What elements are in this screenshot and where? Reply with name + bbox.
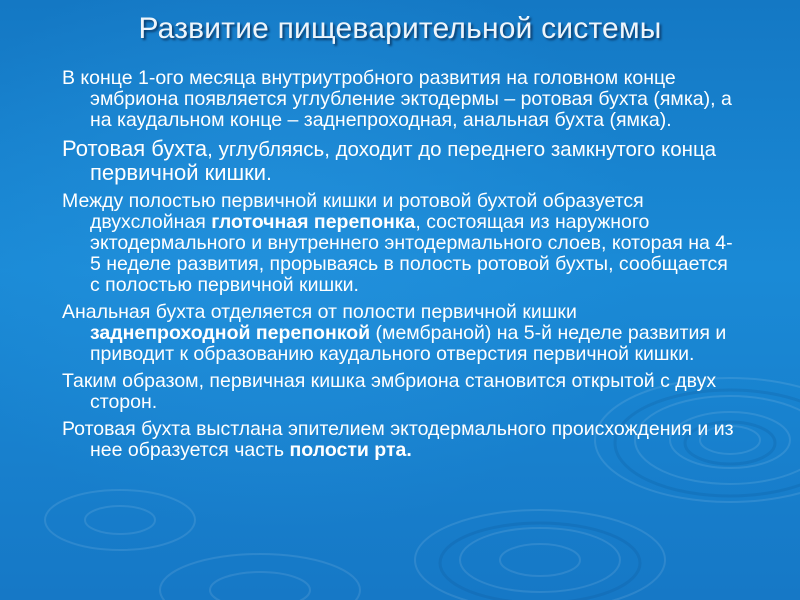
slide-body: [62, 68, 742, 467]
bold-term: заднепроходной перепонкой: [90, 322, 371, 344]
text-segment: , углубляясь, доходит до переднего замкнутого конца: [207, 138, 717, 161]
text-segment: Ротовая бухта выстлана эпителием эктодермального происхождения и из нее образуется часть: [62, 418, 734, 461]
text-segment: Анальная бухта отделяется от полости первичной кишки: [62, 301, 577, 323]
bold-term: полости рта.: [289, 439, 412, 461]
text-segment: Между полостью первичной кишки и ротовой бухтой образуется двухслойная: [62, 190, 644, 233]
text-segment: В конце 1-ого месяца внутриутробного развития на головном конце эмбриона появляется углубление эктодермы – ротовая бухта (ямка), а на каудальном конце – заднепроходная, анальная бухта (ямка).: [62, 67, 732, 131]
text-segment: (мембраной) на 5-й неделе развития и приводит к образованию каудального отверстия первичной кишки.: [90, 322, 727, 365]
body-paragraph-6: [62, 419, 742, 461]
body-paragraph-3: [62, 191, 742, 296]
body-paragraph-5: [62, 371, 742, 413]
slide-title: Развитие пищеварительной системы: [138, 12, 662, 45]
body-paragraph-4: [62, 302, 742, 365]
text-segment: .: [266, 162, 272, 185]
text-segment: первичной кишки: [90, 160, 267, 185]
text-segment: Таким образом, первичная кишка эмбриона становится открытой с двух сторон.: [62, 370, 717, 413]
body-paragraph-2: [62, 137, 742, 185]
bold-term: глоточная перепонка: [211, 211, 416, 233]
text-segment: , состоящая из наружного эктодермального и внутреннего энтодермального слоев, которая на 4-5 неделе развития, прорываясь в полость ротовой бухты, сообщается с полостью первичной кишки.: [90, 211, 733, 296]
body-paragraph-1: [62, 68, 742, 131]
text-segment: Ротовая бухта: [62, 136, 208, 161]
